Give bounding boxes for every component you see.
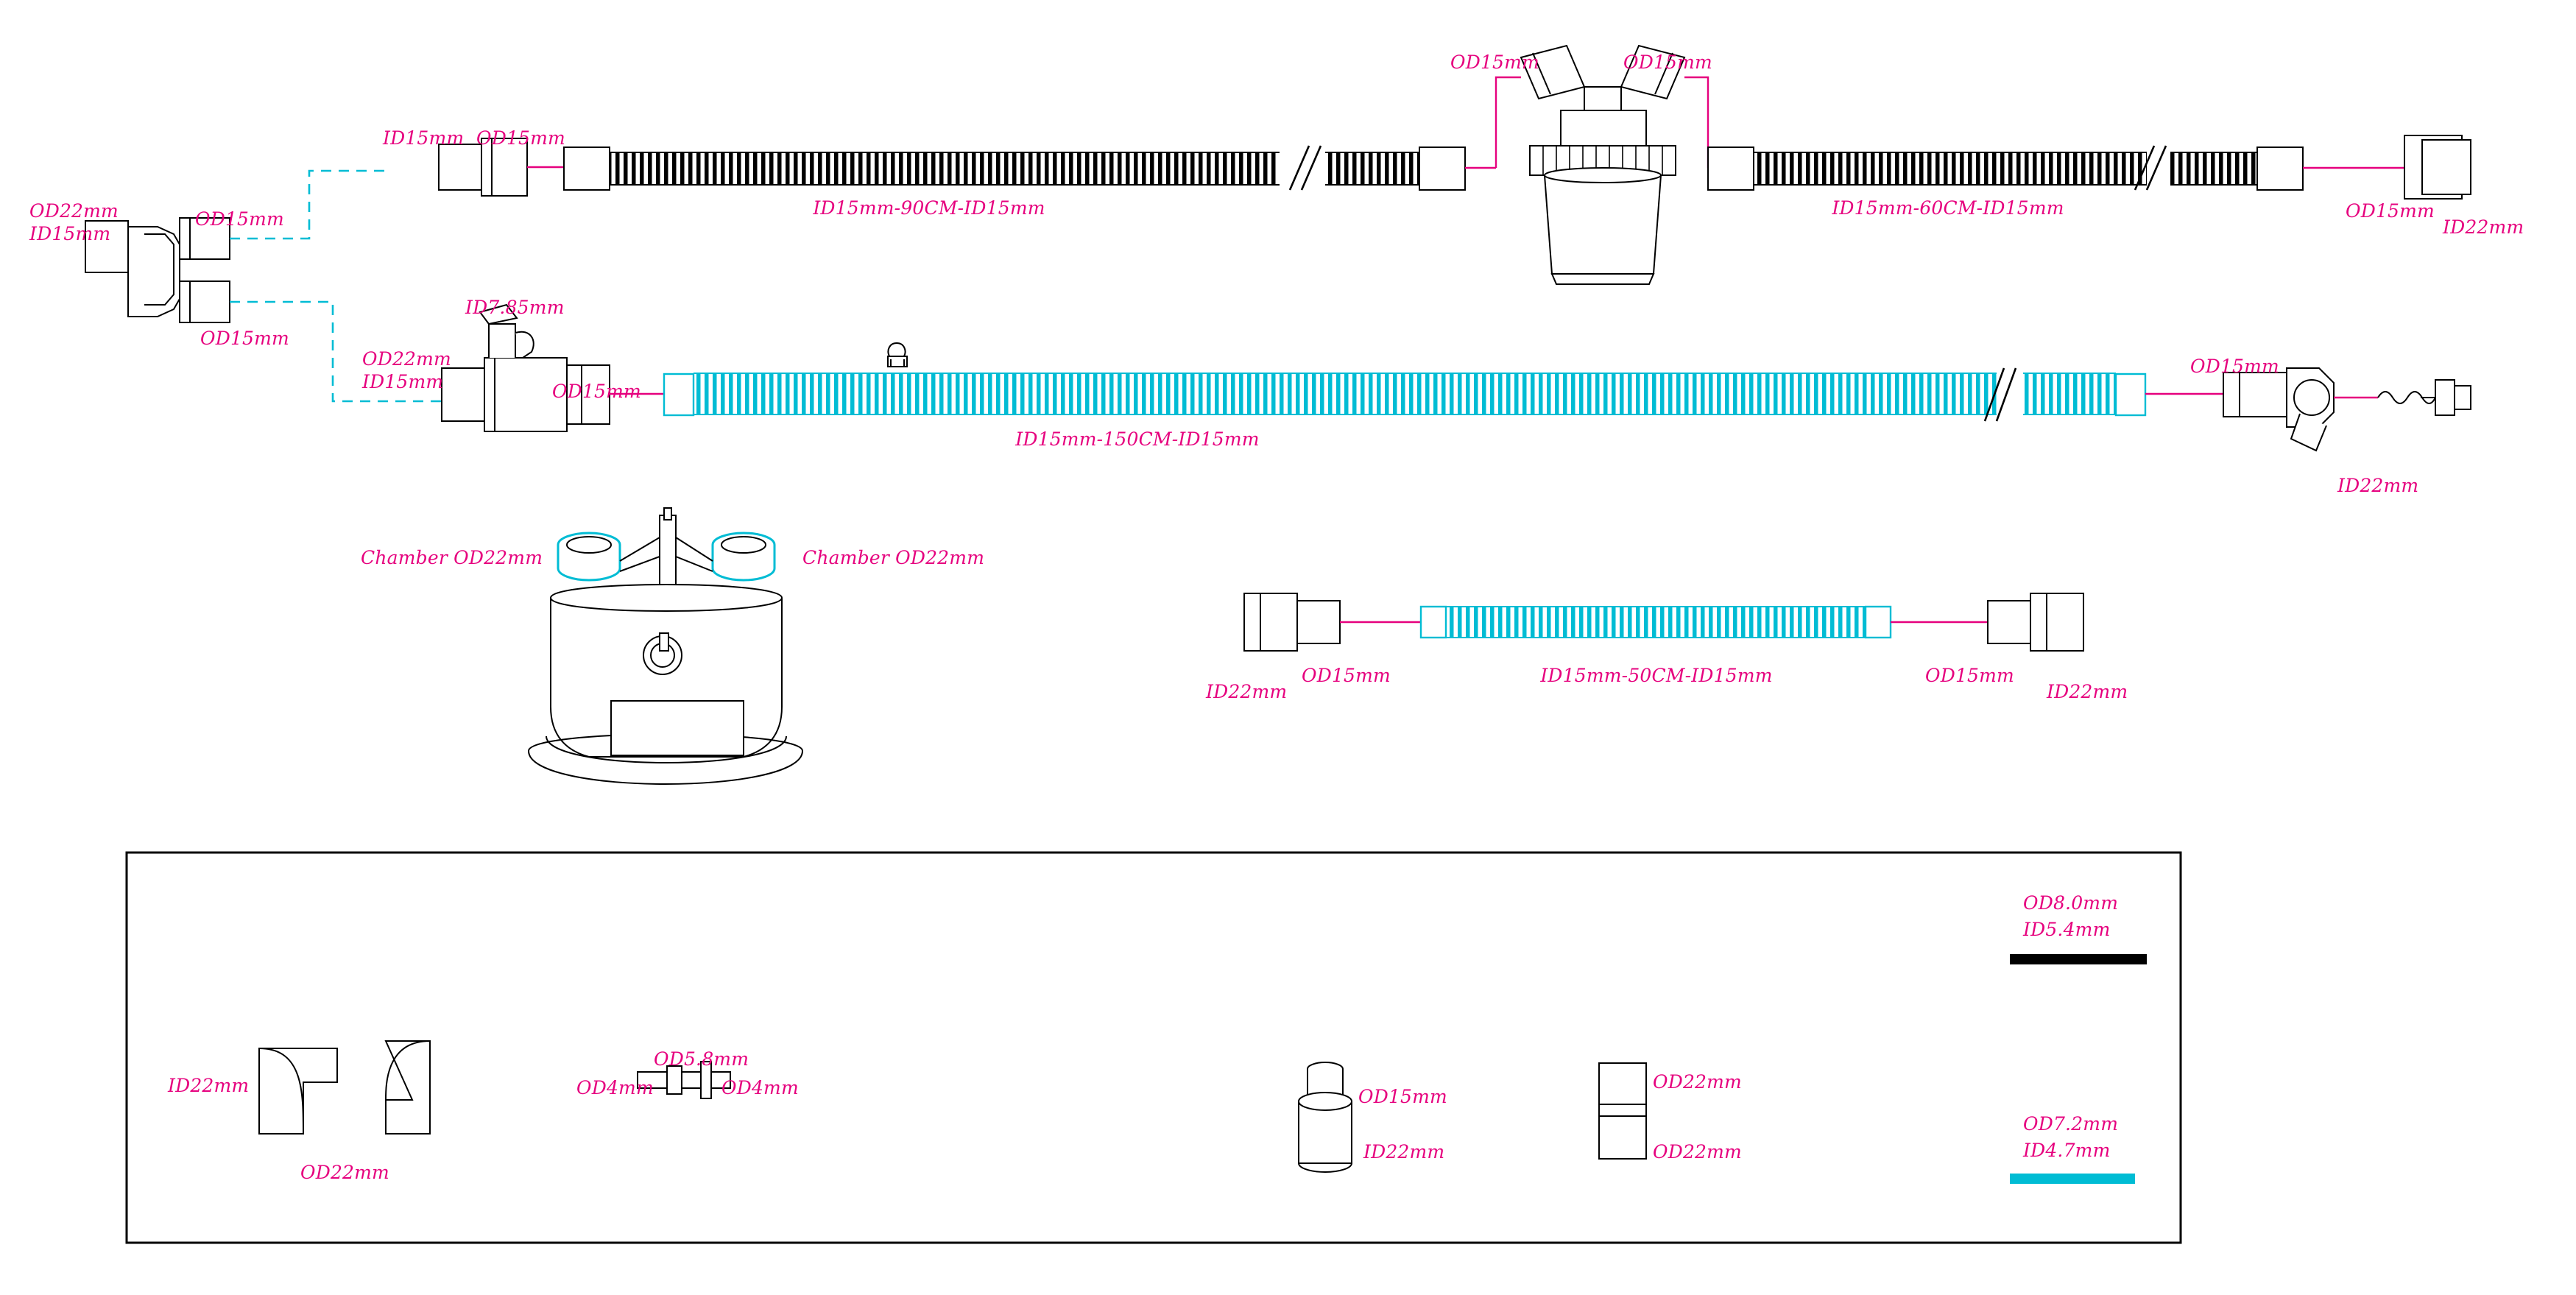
patient-limb-group <box>442 305 2471 451</box>
expiratory-limb-group <box>1708 135 2471 199</box>
label-short-tube-50cm: ID15mm-50CM-ID15mm <box>1540 665 1773 686</box>
label-patient-od15: OD15mm <box>552 381 641 402</box>
label-connector-od4-right: OD4mm <box>721 1077 799 1098</box>
water-trap-icon <box>1496 46 1708 284</box>
label-trap-od15-right: OD15mm <box>1623 52 1712 73</box>
label-chamber-right: Chamber OD22mm <box>802 547 985 568</box>
label-strip-od72: OD7.2mm <box>2023 1113 2119 1135</box>
label-short-od15-right: OD15mm <box>1925 665 2014 686</box>
label-exp-id22-end: ID22mm <box>2443 216 2524 238</box>
tube-strip-7mm-icon <box>2010 1174 2135 1184</box>
tube-clip-icon <box>888 343 907 367</box>
adapter-15-22-icon <box>1299 1062 1352 1172</box>
label-mask-od15: OD15mm <box>2190 356 2279 377</box>
label-mask-id22: ID22mm <box>2337 475 2419 496</box>
tube-strip-8mm-icon <box>2010 954 2147 964</box>
label-exp-tube-60cm: ID15mm-60CM-ID15mm <box>1832 197 2064 219</box>
label-insp-tube-90cm: ID15mm-90CM-ID15mm <box>813 197 1045 219</box>
mask-elbow-icon <box>2223 368 2471 451</box>
label-elbow-od22: OD22mm <box>300 1162 389 1183</box>
label-valve-od22-id15: OD22mm ID15mm <box>362 348 451 392</box>
label-exp-od15-end: OD15mm <box>2346 200 2435 222</box>
label-short-id22-left: ID22mm <box>1206 681 1288 702</box>
label-strip-id54: ID5.4mm <box>2023 919 2111 940</box>
label-connector-od4-left: OD4mm <box>576 1077 654 1098</box>
parts-box-frame <box>127 853 2181 1243</box>
label-chamber-left: Chamber OD22mm <box>361 547 543 568</box>
label-strip-id47: ID4.7mm <box>2023 1140 2111 1161</box>
label-connector-od58: OD5.8mm <box>654 1048 749 1070</box>
label-trap-od15-left: OD15mm <box>1450 52 1539 73</box>
label-adapter-id22: ID22mm <box>1363 1141 1445 1162</box>
label-wye-od15-bottom: OD15mm <box>200 328 289 349</box>
label-elbow-id22: ID22mm <box>168 1075 250 1096</box>
elbow-pair-icon <box>259 1041 430 1134</box>
label-straight-od22-top: OD22mm <box>1653 1071 1742 1093</box>
label-insp-id15-connector: ID15mm <box>383 127 465 149</box>
short-limb-group <box>1244 593 2083 651</box>
label-wye-od15-top: OD15mm <box>195 208 284 230</box>
label-short-id22-right: ID22mm <box>2047 681 2128 702</box>
humidifier-chamber-icon <box>529 508 802 784</box>
label-patient-tube-150cm: ID15mm-150CM-ID15mm <box>1015 428 1260 450</box>
label-insp-od15-connector: OD15mm <box>476 127 565 149</box>
inspiratory-limb-group <box>439 138 1496 196</box>
label-valve-id785: ID7.85mm <box>465 297 565 318</box>
label-short-od15-left: OD15mm <box>1302 665 1391 686</box>
label-wye-od22-id15: OD22mm ID15mm <box>29 200 119 244</box>
label-strip-od80: OD8.0mm <box>2023 892 2119 914</box>
label-adapter-od15: OD15mm <box>1358 1086 1447 1107</box>
label-straight-od22-bottom: OD22mm <box>1653 1141 1742 1162</box>
straight-connector-icon <box>1599 1063 1646 1159</box>
